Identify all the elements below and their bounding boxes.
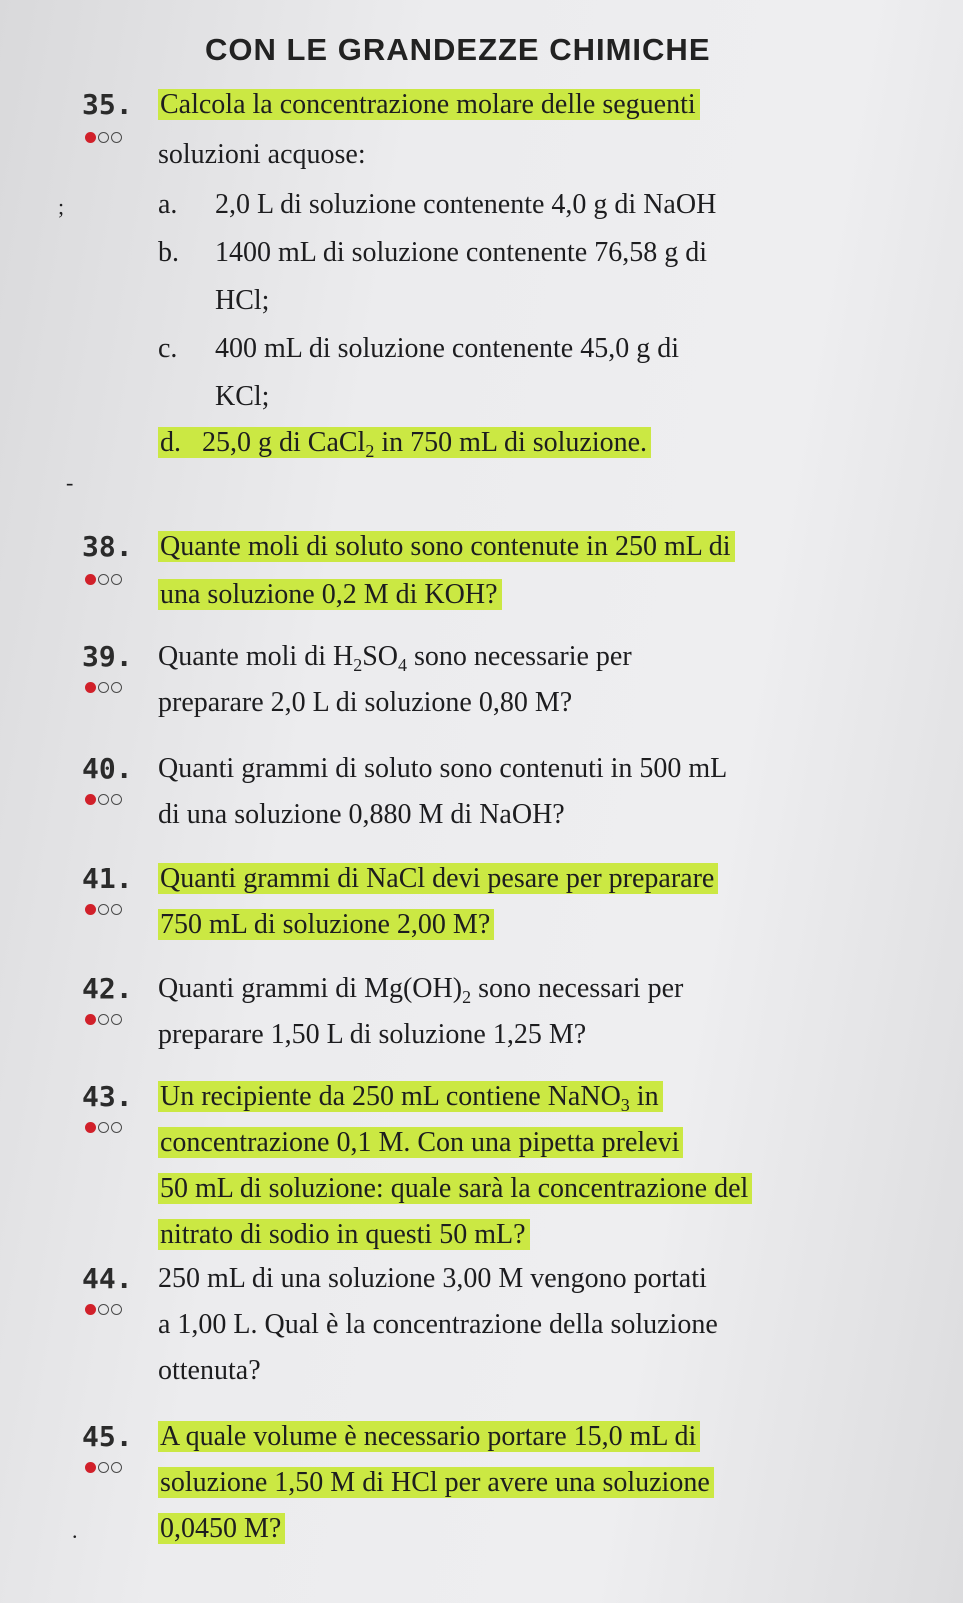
exercise-number: 42.	[82, 972, 133, 1005]
exercise-text-line: 250 mL di una soluzione 3,00 M vengono portati	[158, 1263, 707, 1294]
exercise-number: 38.	[82, 530, 133, 563]
exercise-text-line: Quanti grammi di soluto sono contenuti in 500 mL	[158, 753, 728, 784]
exercise-text-line: concentrazione 0,1 M. Con una pipetta prelevi	[158, 1126, 683, 1160]
exercise-text-line: nitrato di sodio in questi 50 mL?	[158, 1218, 530, 1252]
exercise-text-line: 50 mL di soluzione: quale sarà la concentrazione del	[158, 1172, 752, 1206]
exercise-number: 39.	[82, 640, 133, 673]
difficulty-dots-icon	[85, 904, 122, 915]
difficulty-dots-icon	[85, 682, 122, 693]
item-label: c.	[158, 333, 178, 364]
exercise-text-line: A quale volume è necessario portare 15,0 mL di	[158, 1420, 700, 1454]
difficulty-dots-icon	[85, 574, 122, 585]
exercise-text-line: Quanti grammi di $Mg(OH)_2$ sono necessari per	[158, 973, 684, 1007]
item-label: b.	[158, 237, 179, 268]
item-text: KCl;	[215, 381, 270, 412]
exercise-text-line: Quanti grammi di NaCl devi pesare per preparare	[158, 862, 718, 896]
difficulty-dots-icon	[85, 1304, 122, 1315]
exercise-text-line: Calcola la concentrazione molare delle seguenti	[158, 88, 700, 122]
item-text: 2,0 L di soluzione contenente 4,0 g di NaOH	[215, 189, 717, 220]
exercise-text-line: soluzioni acquose:	[158, 139, 366, 170]
stray-mark: -	[66, 470, 74, 495]
exercise-text-line: preparare 1,50 L di soluzione 1,25 M?	[158, 1019, 587, 1050]
item-label: d.	[160, 427, 181, 458]
exercise-text-line: Quante moli di $H_2SO_4$ sono necessarie per	[158, 641, 632, 675]
exercise-text-line: ottenuta?	[158, 1355, 261, 1386]
item-text: HCl;	[215, 285, 270, 316]
exercise-text-line: 750 mL di soluzione 2,00 M?	[158, 908, 494, 942]
difficulty-dots-icon	[85, 1014, 122, 1025]
stray-mark: .	[72, 1518, 78, 1543]
stray-mark: ;	[58, 194, 65, 219]
item-text: 400 mL di soluzione contenente 45,0 g di	[215, 333, 679, 364]
exercise-text-line: Un recipiente da 250 mL contiene NaNO$_3$ in	[158, 1080, 663, 1114]
item-text: 1400 mL di soluzione contenente 76,58 g di	[215, 237, 707, 268]
exercise-number: 40.	[82, 752, 133, 785]
item-d-highlighted: d. 25,0 g di CaCl$_2$ in 750 mL di soluzione.	[158, 426, 651, 460]
difficulty-dots-icon	[85, 794, 122, 805]
exercise-number: 44.	[82, 1262, 133, 1295]
difficulty-dots-icon	[85, 1122, 122, 1133]
exercise-number: 35.	[82, 88, 133, 121]
section-title: CON LE GRANDEZZE CHIMICHE	[205, 32, 711, 67]
exercise-text-line: 0,0450 M?	[158, 1512, 285, 1546]
exercise-number: 45.	[82, 1420, 133, 1453]
exercise-text-line: di una soluzione 0,880 M di NaOH?	[158, 799, 565, 830]
item-label: a.	[158, 189, 178, 220]
exercise-text-line: Quante moli di soluto sono contenute in 250 mL di	[158, 530, 735, 564]
exercise-number: 41.	[82, 862, 133, 895]
exercise-text-line: una soluzione 0,2 M di KOH?	[158, 578, 502, 612]
exercise-text-line: soluzione 1,50 M di HCl per avere una soluzione	[158, 1466, 714, 1500]
exercise-number: 43.	[82, 1080, 133, 1113]
difficulty-dots-icon	[85, 132, 122, 143]
difficulty-dots-icon	[85, 1462, 122, 1473]
exercise-text-line: a 1,00 L. Qual è la concentrazione della soluzione	[158, 1309, 718, 1340]
exercise-text-line: preparare 2,0 L di soluzione 0,80 M?	[158, 687, 573, 718]
